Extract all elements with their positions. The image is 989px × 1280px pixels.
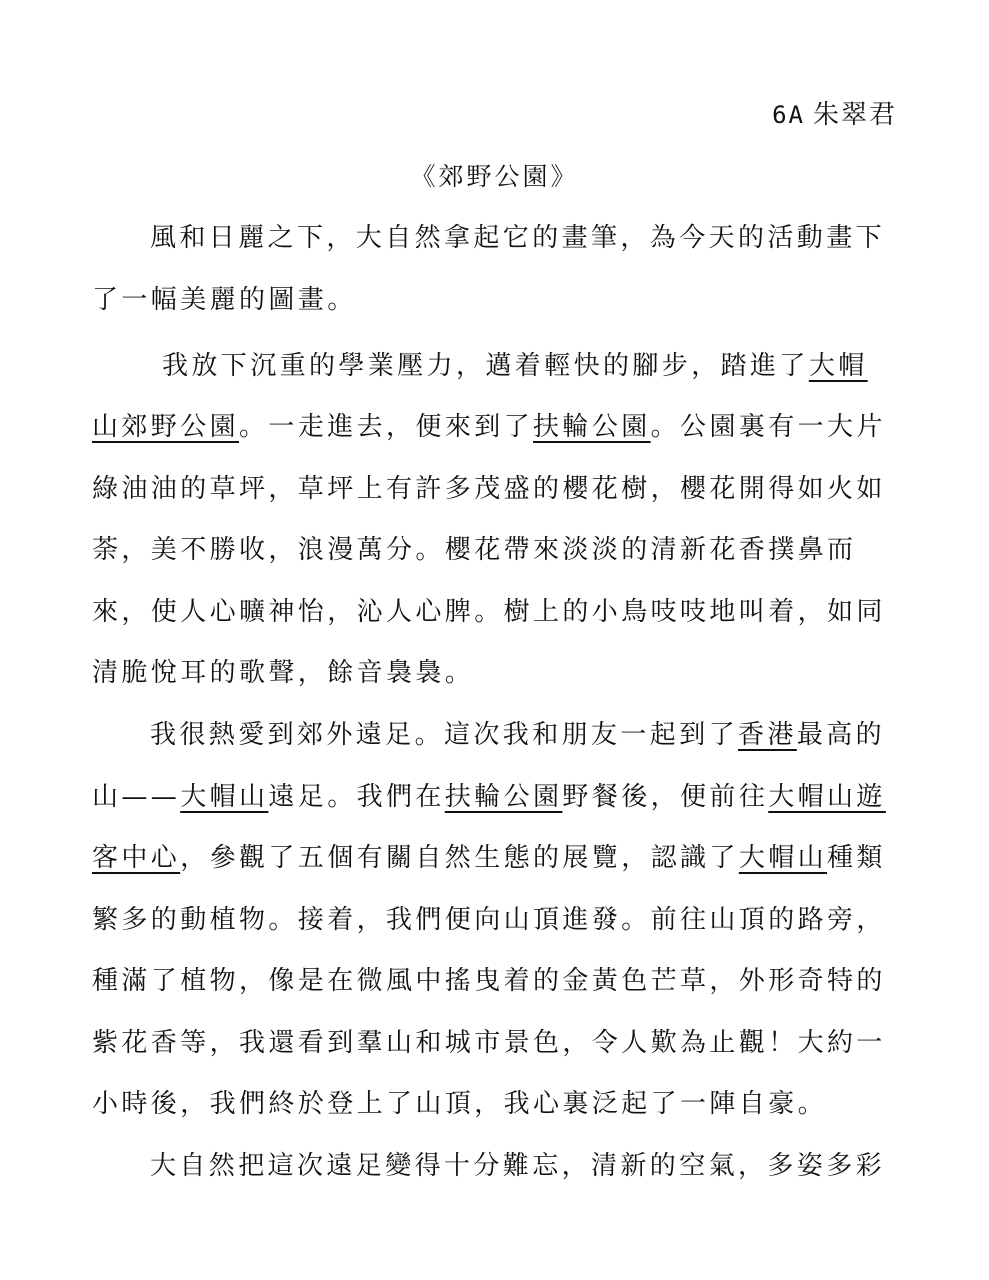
text-line bbox=[92, 409, 886, 445]
text-segment: 清脆悅耳的歌聲，餘音裊裊。 bbox=[92, 658, 475, 688]
text-segment: 遠足。我們在 bbox=[268, 782, 445, 812]
proper-noun: 客中心 bbox=[92, 843, 181, 873]
proper-noun: 大帽山 bbox=[180, 782, 269, 812]
text-segment: 種滿了植物，像是在微風中搖曳着的金黃色芒草，外形奇特的 bbox=[92, 966, 886, 996]
text-segment: 野餐後，便前往 bbox=[562, 782, 769, 812]
text-segment: ，參觀了五個有關自然生態的展覽，認識了 bbox=[180, 843, 739, 873]
text-line bbox=[92, 902, 886, 938]
text-line bbox=[92, 594, 886, 630]
text-line bbox=[92, 282, 357, 318]
text-segment: 最高的 bbox=[796, 720, 886, 750]
text-segment: 荼，美不勝收，浪漫萬分。櫻花帶來淡淡的清新花香撲鼻而 bbox=[92, 535, 857, 565]
class-label: 6A bbox=[772, 101, 805, 129]
text-segment: 山—— bbox=[92, 782, 181, 812]
proper-noun: 扶輪公園 bbox=[533, 412, 651, 442]
text-line bbox=[150, 717, 885, 753]
text-segment: 。公園裏有一大片 bbox=[650, 412, 886, 442]
text-line bbox=[162, 348, 868, 384]
text-line bbox=[92, 963, 886, 999]
essay-title: 《郊野公園》 bbox=[410, 162, 579, 191]
text-segment: 繁多的動植物。接着，我們便向山頂進發。前往山頂的路旁， bbox=[92, 905, 886, 935]
text-segment: 大自然把這次遠足變得十分難忘，清新的空氣，多姿多彩 bbox=[150, 1151, 886, 1181]
text-line bbox=[92, 532, 856, 568]
text-line bbox=[92, 471, 886, 507]
text-line bbox=[150, 220, 885, 256]
text-line bbox=[92, 1086, 827, 1122]
text-line bbox=[150, 1148, 885, 1184]
text-segment: 綠油油的草坪，草坪上有許多茂盛的櫻花樹，櫻花開得如火如 bbox=[92, 474, 886, 504]
proper-noun: 大帽 bbox=[808, 351, 868, 381]
text-segment: 風和日麗之下，大自然拿起它的畫筆，為今天的活動畫下 bbox=[150, 223, 886, 253]
proper-noun: 大帽山遊 bbox=[768, 782, 886, 812]
text-segment: 了一幅美麗的圖畫。 bbox=[92, 285, 357, 315]
text-line bbox=[92, 1025, 886, 1061]
text-segment: 紫花香等，我還看到羣山和城市景色，令人歎為止觀！大約一 bbox=[92, 1028, 886, 1058]
text-segment: 我放下沉重的學業壓力，邁着輕快的腳步，踏進了 bbox=[162, 351, 809, 381]
author-name: 朱翠君 bbox=[812, 100, 897, 130]
proper-noun: 山郊野公園 bbox=[92, 412, 240, 442]
text-segment: 種類 bbox=[827, 843, 886, 873]
text-segment: 小時後，我們終於登上了山頂，我心裏泛起了一陣自豪。 bbox=[92, 1089, 828, 1119]
proper-noun: 香港 bbox=[738, 720, 797, 750]
text-segment: 我很熱愛到郊外遠足。這次我和朋友一起到了 bbox=[150, 720, 739, 750]
text-line bbox=[92, 779, 886, 815]
proper-noun: 扶輪公園 bbox=[444, 782, 563, 812]
text-line bbox=[92, 655, 474, 691]
text-line bbox=[92, 840, 886, 876]
proper-noun: 大帽山 bbox=[738, 843, 828, 873]
author-line bbox=[772, 94, 897, 131]
text-segment: 來，使人心曠神怡，沁人心脾。樹上的小鳥吱吱地叫着，如同 bbox=[92, 597, 886, 627]
text-segment: 。一走進去，便來到了 bbox=[239, 412, 534, 442]
